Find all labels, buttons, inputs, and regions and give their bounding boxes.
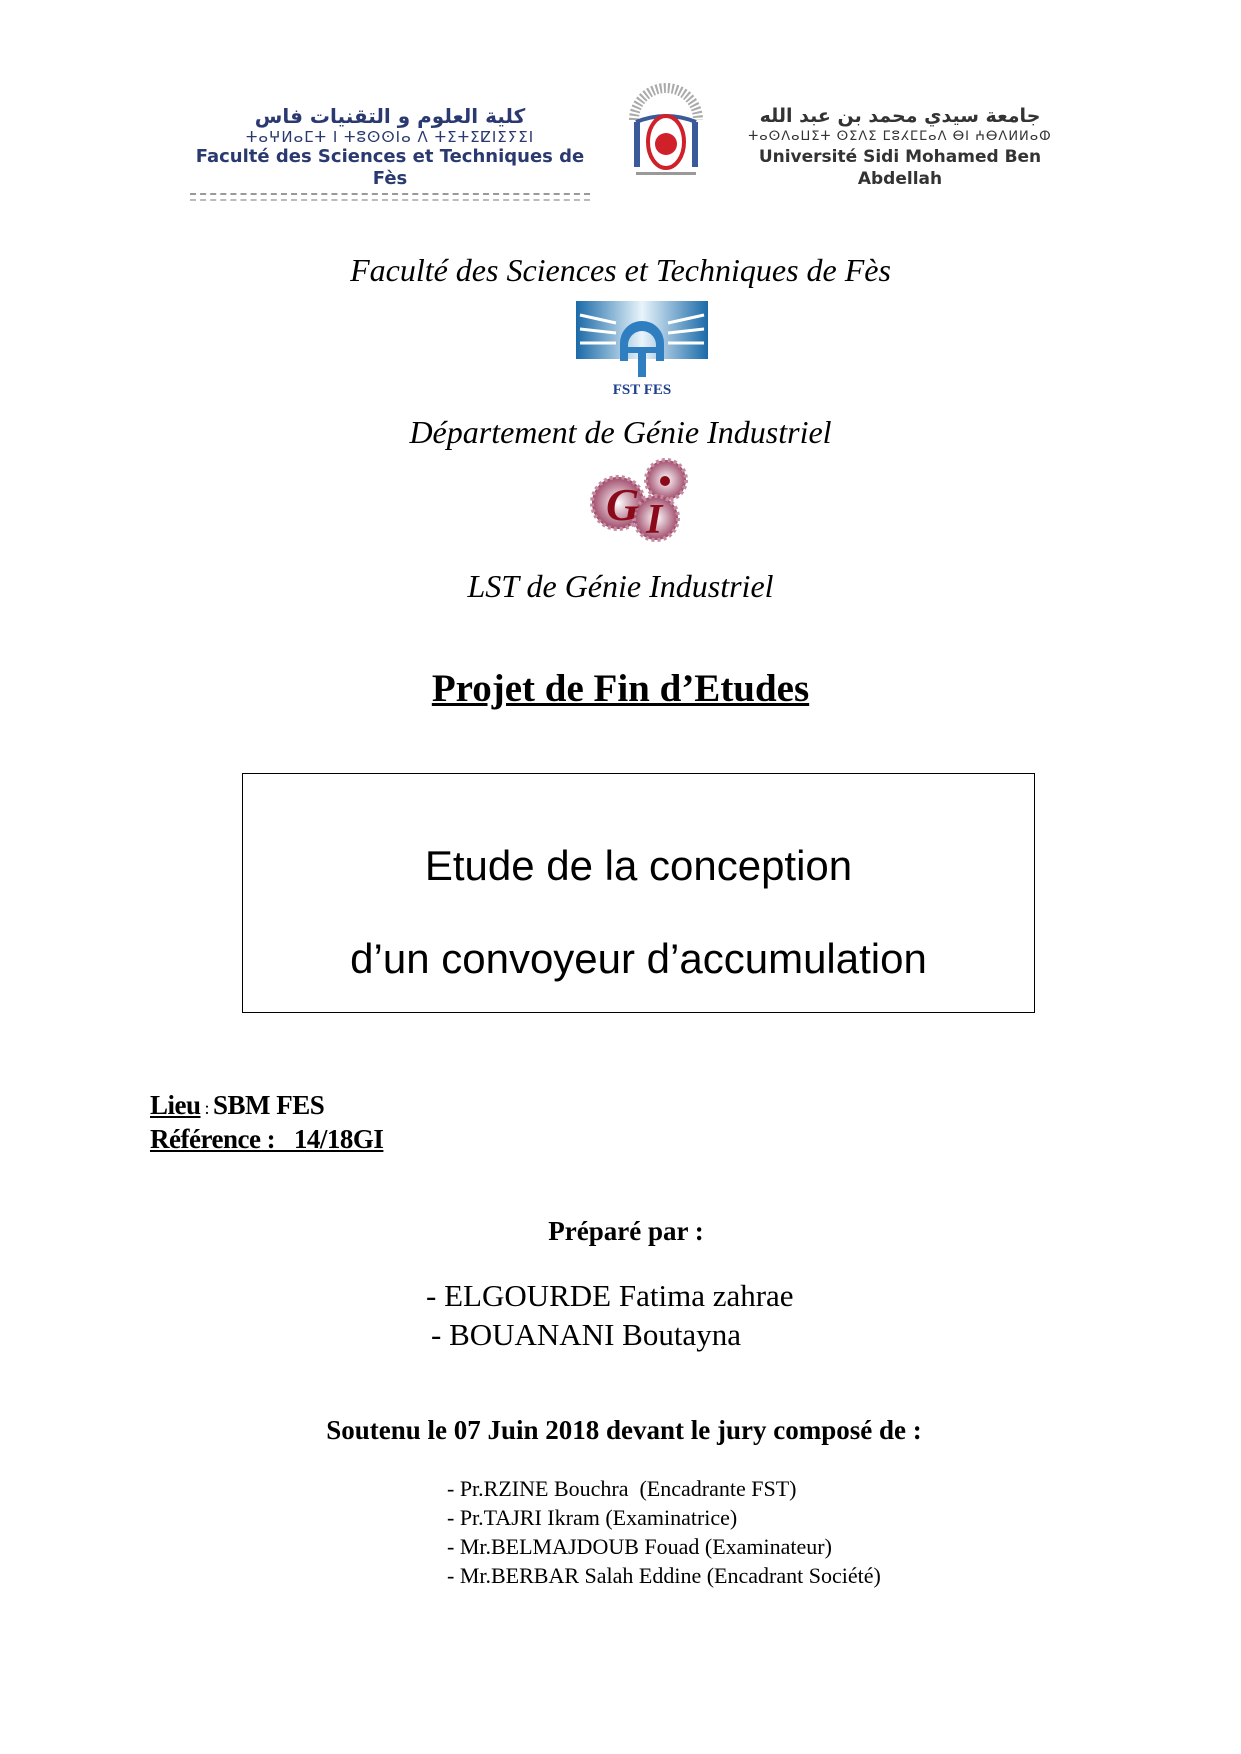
prepared-by-label: Préparé par : xyxy=(548,1216,704,1246)
logo-arabic: كلية العلوم و التقنيات فاس xyxy=(254,104,526,128)
usmba-emblem xyxy=(626,80,706,180)
jury-member: - Pr.TAJRI Ikram (Examinatrice) xyxy=(447,1505,738,1530)
logo-french: Faculté des Sciences et Techniques de Fès xyxy=(195,146,585,189)
fst-header-logo xyxy=(190,104,590,201)
department-name: Département de Génie Industriel xyxy=(409,414,832,450)
lieu-value: SBM FES xyxy=(213,1090,325,1120)
logo-divider xyxy=(190,193,590,201)
jury-list xyxy=(447,1474,881,1590)
jury-member: - Mr.BELMAJDOUB Fouad (Examinateur) xyxy=(447,1534,832,1559)
jury-member: - Mr.BERBAR Salah Eddine (Encadrant Société) xyxy=(447,1563,881,1588)
project-title-box xyxy=(242,773,1035,1013)
jury-member: - Pr.RZINE Bouchra (Encadrante FST) xyxy=(447,1476,797,1501)
fst-fes-logo xyxy=(576,301,708,397)
defense-statement: Soutenu le 07 Juin 2018 devant le jury composé de : xyxy=(326,1415,922,1445)
lieu-line xyxy=(150,1090,324,1121)
author-name: - BOUANANI Boutayna xyxy=(431,1317,741,1352)
project-title-line1: Etude de la conception xyxy=(424,842,853,889)
logo-tifinagh: ⵜⴰⵖⵍⴰⵎⵜ ⵏ ⵜⵓⵙⵙⵏⴰ ⴷ ⵜⵉⵜⵉⵇⵏⵉⵢⵉⵏ xyxy=(245,128,535,146)
logo-tifinagh: ⵜⴰⵙⴷⴰⵡⵉⵜ ⵙⵉⴷⵉ ⵎⵓⵃⵎⵎⴰⴷ ⴱⵏ ⵄⴱⴷⵍⵍⴰⵀ xyxy=(748,129,1052,144)
svg-text:G: G xyxy=(606,479,640,530)
svg-text:I: I xyxy=(646,497,663,543)
author-name: - ELGOURDE Fatima zahrae xyxy=(426,1278,794,1313)
faculty-name: Faculté des Sciences et Techniques de Fès xyxy=(350,252,891,288)
gi-logo xyxy=(588,458,698,550)
reference-line: Référence : 14/18GI xyxy=(150,1124,384,1154)
program-name: LST de Génie Industriel xyxy=(467,568,774,604)
document-type-heading: Projet de Fin d’Etudes xyxy=(431,667,810,710)
logo-french: Université Sidi Mohamed Ben Abdellah xyxy=(758,147,1042,189)
fst-logo-text: FST FES xyxy=(612,382,672,397)
project-title-line2: d’un convoyeur d’accumulation xyxy=(350,935,927,982)
lieu-label: Lieu xyxy=(150,1090,201,1120)
lieu-separator: : xyxy=(200,1098,214,1118)
usmba-header-logo xyxy=(730,104,1070,190)
logo-arabic: جامعة سيدي محمد بن عبد الله xyxy=(759,105,1041,127)
